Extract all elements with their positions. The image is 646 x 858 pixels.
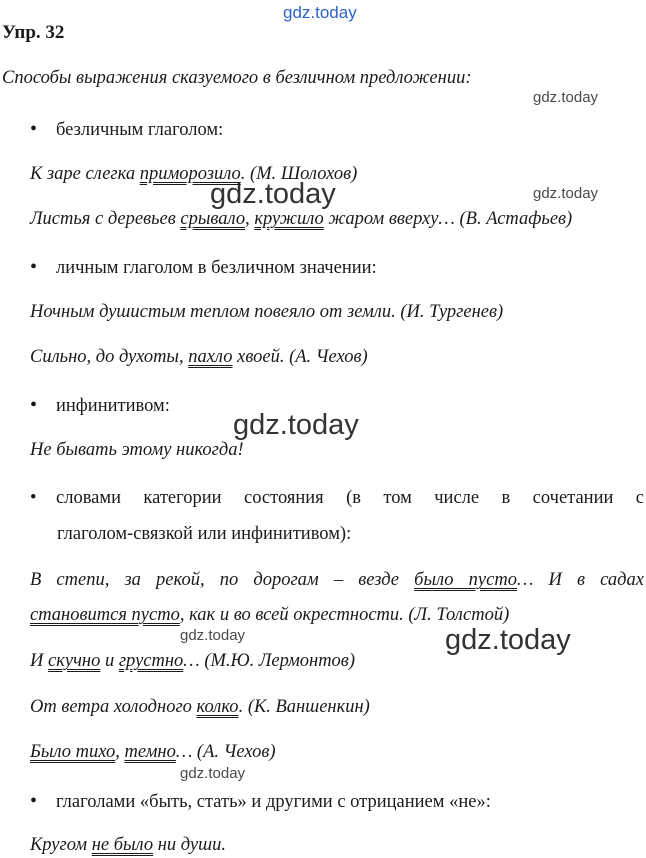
example-text: хвоей. (А. Чехов) — [232, 347, 368, 367]
example-line: Не бывать этому никогда! — [30, 440, 244, 460]
example-text: … И в садах — [516, 570, 644, 590]
watermark: gdz.today — [180, 627, 246, 644]
example-text: ни души. — [153, 835, 226, 855]
bullet-text: инфинитивом: — [56, 396, 170, 416]
watermark: gdz.today — [210, 178, 336, 210]
predicate: грустно — [118, 651, 184, 671]
example-line — [30, 835, 226, 856]
bullet-item — [30, 791, 491, 813]
example-text: … (А. Чехов) — [175, 742, 276, 762]
bullet-dot: • — [30, 256, 38, 278]
bullet-item — [30, 488, 644, 509]
example-text: , — [245, 209, 255, 229]
watermark: gdz.today — [180, 765, 246, 782]
bullet-text: глаголами «быть, стать» и другими с отрицанием «не»: — [56, 792, 491, 812]
predicate: Было тихо — [30, 742, 116, 762]
watermark: gdz.today — [283, 3, 357, 22]
predicate: кружило — [254, 209, 324, 229]
example-text: , как и во всей окрестности. (Л. Толстой) — [179, 605, 510, 625]
watermark: gdz.today — [533, 185, 599, 202]
exercise-title: Упр. 32 — [2, 22, 65, 43]
example-text: От ветра холодного — [30, 697, 197, 717]
predicate: колко — [196, 697, 239, 717]
watermark: gdz.today — [533, 89, 599, 106]
bullet-text: безличным глаголом: — [56, 120, 224, 140]
example-line: Ночным душистым теплом повеяло от земли. (И. Тургенев) — [30, 302, 504, 322]
example-line — [30, 605, 509, 626]
predicate: не было — [91, 835, 154, 855]
bullet-text: личным глаголом в безличном значении: — [56, 258, 377, 278]
example-text: , — [115, 742, 125, 762]
example-text: Сильно, до духоты, — [30, 347, 189, 367]
predicate: срывало — [180, 209, 246, 229]
example-line — [30, 742, 276, 763]
example-line — [30, 347, 368, 368]
predicate: пахло — [188, 347, 233, 367]
bullet-text-continued: глаголом-связкой или инфинитивом): — [57, 524, 352, 544]
predicate: скучно — [48, 651, 101, 671]
predicate: было пусто — [414, 570, 517, 590]
bullet-item — [30, 257, 377, 279]
example-text: К заре слегка — [30, 164, 140, 184]
example-text: И — [30, 651, 48, 671]
bullet-text: словами категории состояния (в том числе в сочетании с — [56, 488, 644, 508]
example-text: Кругом — [30, 835, 92, 855]
example-text: и — [100, 651, 119, 671]
example-line — [30, 209, 572, 230]
example-line — [30, 697, 370, 718]
example-text: В степи, за рекой, по дорогам – везде — [30, 570, 415, 590]
example-line — [30, 651, 355, 672]
bullet-dot: • — [30, 488, 37, 508]
predicate: приморозило — [139, 164, 241, 184]
bullet-dot: • — [30, 790, 38, 812]
bullet-dot: • — [30, 118, 38, 140]
example-text: … (М.Ю. Лермонтов) — [183, 651, 356, 671]
predicate: темно — [124, 742, 176, 762]
example-text: . (К. Ваншенкин) — [238, 697, 370, 717]
example-text: . (М. Шолохов) — [240, 164, 358, 184]
example-line — [30, 164, 357, 185]
example-text: жаром вверху… (В. Астафьев) — [323, 209, 573, 229]
section-heading: Способы выражения сказуемого в безличном предложении: — [2, 68, 472, 88]
watermark: gdz.today — [233, 409, 359, 441]
predicate: становится пусто — [30, 605, 180, 625]
bullet-item — [30, 119, 223, 141]
example-text: Листья с деревьев — [30, 209, 181, 229]
watermark: gdz.today — [445, 624, 571, 656]
example-line — [30, 570, 644, 591]
bullet-dot: • — [30, 394, 38, 416]
bullet-item — [30, 395, 170, 417]
